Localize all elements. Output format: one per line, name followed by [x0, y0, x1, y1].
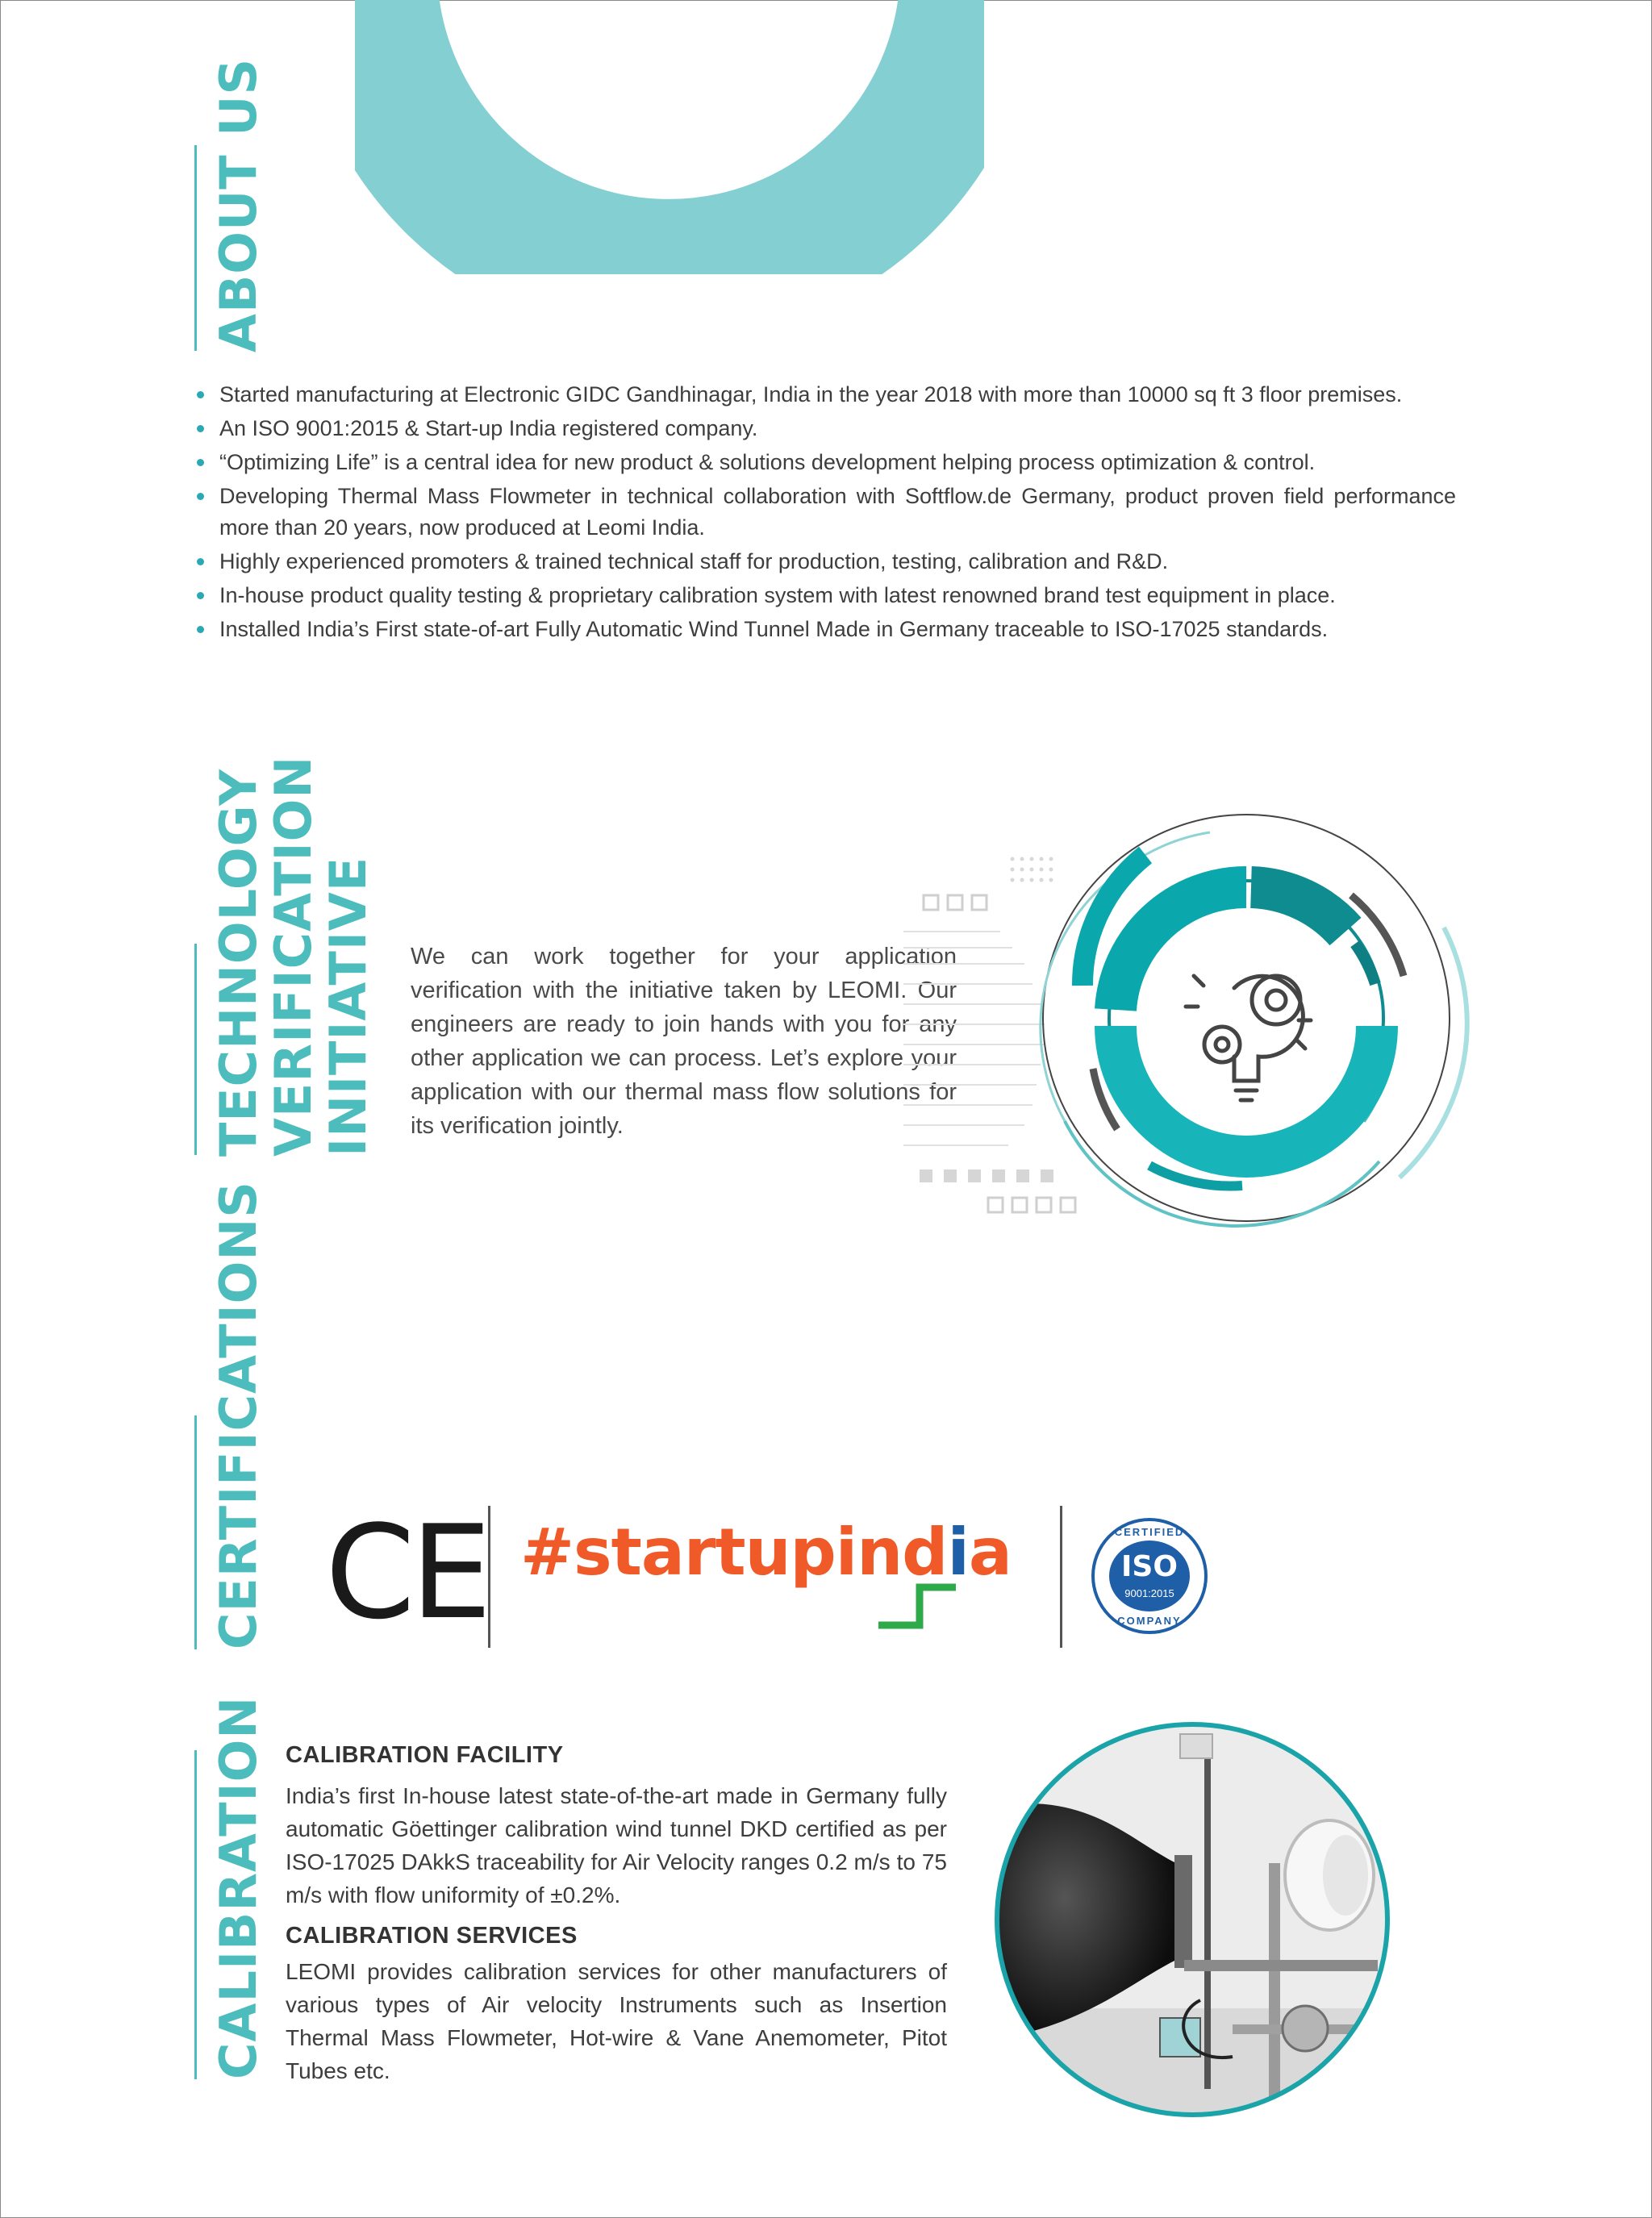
- startup-india-step-icon: [875, 1581, 960, 1629]
- tech-title: [211, 756, 376, 1157]
- iso-badge-inner: [1109, 1541, 1190, 1611]
- cal-title: CALIBRATION: [209, 1695, 268, 2079]
- startup-india-i: i: [947, 1515, 969, 1590]
- about-bullet-5: Highly experienced promoters & trained technical staff for production, testing, calibration and R&D.: [194, 546, 1456, 577]
- about-title: ABOUT US: [209, 57, 268, 352]
- cal-title-line: [194, 1750, 197, 2079]
- about-bullet-6: In-house product quality testing & proprietary calibration system with latest renowned brand test equipment in place.: [194, 580, 1456, 611]
- tech-title-line1: TECHNOLOGY: [209, 768, 268, 1157]
- tech-title-line2: VERIFICATION: [264, 755, 323, 1157]
- tech-title-line3: INITIATIVE: [319, 856, 378, 1157]
- about-bullet-1: Started manufacturing at Electronic GIDC Gandhinagar, India in the year 2018 with more than 10000 sq ft 3 floor premises.: [194, 379, 1456, 411]
- cert-title-line: [194, 1415, 197, 1649]
- iso-badge-main: ISO: [1121, 1550, 1178, 1583]
- ce-mark: CE: [325, 1497, 487, 1648]
- cert-title: CERTIFICATIONS: [209, 1181, 268, 1649]
- cal-facility-text: India’s first In-house latest state-of-the-art made in Germany fully automatic Göettinger calibration wind tunnel DKD certified as per ISO-17025 DAkkS traceability for Air Velocity ranges 0.2 m/s to 75 m/s with flow uniformity of ±0.2%.: [286, 1783, 947, 1907]
- cal-services-heading: CALIBRATION SERVICES: [286, 1923, 578, 1949]
- startup-india-text: #startupind: [520, 1515, 948, 1590]
- about-bullet-7: Installed India’s First state-of-art Fully Automatic Wind Tunnel Made in Germany traceable to ISO-17025 standards.: [194, 614, 1456, 645]
- about-title-line: [194, 145, 197, 351]
- iso-badge-number: 9001:2015: [1124, 1587, 1174, 1599]
- gear-bulb-infographic: [903, 798, 1484, 1234]
- iso-badge-bottom: COMPANY: [1117, 1615, 1182, 1627]
- about-bullet-3: “Optimizing Life” is a central idea for new product & solutions development helping process optimization & control.: [194, 447, 1456, 478]
- cal-facility-heading: CALIBRATION FACILITY: [286, 1742, 564, 1768]
- cert-separator-2: [1060, 1506, 1062, 1648]
- iso-badge: [1091, 1518, 1208, 1634]
- tech-description: We can work together for your application verification with the initiative taken by LEOMI. Our engineers are ready to join hands with you for any other application we can process. Let’s explore your application with our thermal mass flow solutions for its verification jointly.: [411, 944, 957, 1139]
- cal-services-text: LEOMI provides calibration services for other manufacturers of various types of Air velocity Instruments such as Insertion Thermal Mass Flowmeter, Hot-wire & Vane Anemometer, Pitot Tubes etc.: [286, 1959, 947, 2083]
- about-bullet-4: Developing Thermal Mass Flowmeter in technical collaboration with Softflow.de Germany, product proven field performance more than 20 years, now produced at Leomi India.: [194, 481, 1456, 544]
- startup-india-a: a: [968, 1515, 1012, 1590]
- iso-badge-top: CERTIFIED: [1114, 1526, 1185, 1538]
- decorative-ring: [355, 0, 984, 274]
- about-bullet-2: An ISO 9001:2015 & Start-up India registered company.: [194, 413, 1456, 444]
- wind-tunnel-photo: [991, 1718, 1394, 2121]
- about-bullet-list: [194, 379, 1456, 648]
- tech-title-line: [194, 944, 197, 1155]
- cert-separator-1: [488, 1506, 490, 1648]
